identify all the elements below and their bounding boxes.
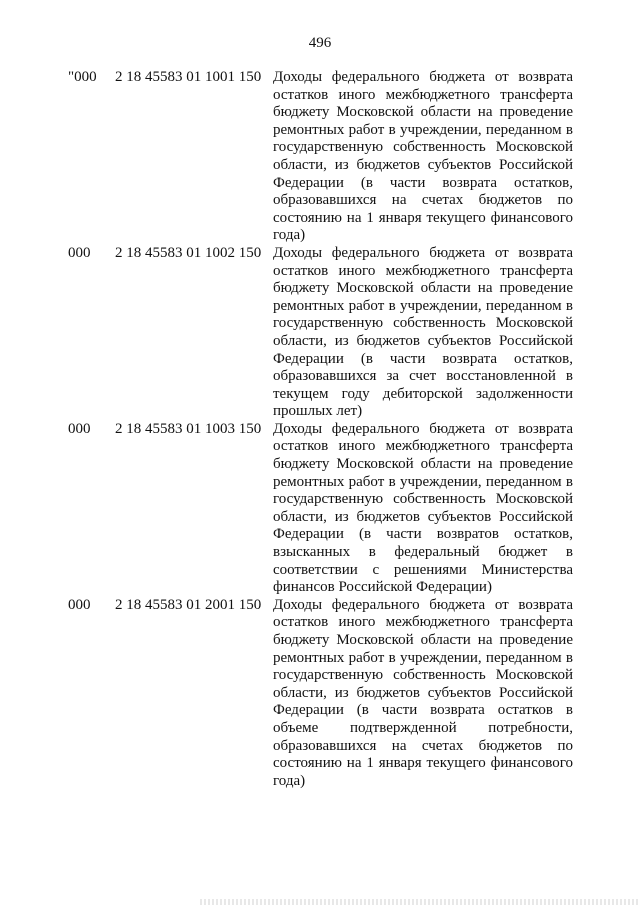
- classification-entry: [0, 421, 640, 597]
- classification-entry: [0, 69, 640, 245]
- administrator-code: 000: [68, 596, 91, 613]
- budget-classification-code: 2 18 45583 01 1002 150: [115, 244, 262, 261]
- income-description: Доходы федерального бюджета от возврата остатков иного межбюджетного трансферта бюджету Московской области на проведение ремонтных работ в учреждении, переданном в государственную собственность Московской области, из бюджетов субъектов Российской Федерации (в части возврата остатков в объеме подтвержденной потребности, образовавшихся на счетах бюджетов по состоянию на 1 января текущего финансового года): [273, 596, 573, 789]
- classification-entry: [0, 597, 640, 791]
- page-number: 496: [308, 35, 332, 51]
- classification-entry: [0, 245, 640, 421]
- administrator-code: 000: [68, 244, 91, 261]
- scan-edge-artifact: [200, 899, 640, 905]
- income-description: Доходы федерального бюджета от возврата остатков иного межбюджетного трансферта бюджету Московской области на проведение ремонтных работ в учреждении, переданном в государственную собственность Московской области, из бюджетов субъектов Российской Федерации (в части возврата остатков, образовавшихся на счетах бюджетов по состоянию на 1 января текущего финансового года): [273, 69, 573, 244]
- budget-classification-code: 2 18 45583 01 1003 150: [115, 420, 262, 437]
- administrator-code: "000: [68, 69, 97, 85]
- administrator-code: 000: [68, 420, 91, 437]
- budget-classification-code: 2 18 45583 01 1001 150: [115, 69, 262, 85]
- income-description: Доходы федерального бюджета от возврата остатков иного межбюджетного трансферта бюджету Московской области на проведение ремонтных работ в учреждении, переданном в государственную собственность Московской области, из бюджетов субъектов Российской Федерации (в части возврата остатков, образовавшихся за счет восстановленной в текущем году дебиторской задолженности прошлых лет): [273, 244, 573, 420]
- budget-classification-list: [0, 69, 640, 790]
- budget-classification-code: 2 18 45583 01 2001 150: [115, 596, 262, 613]
- income-description: Доходы федерального бюджета от возврата остатков иного межбюджетного трансферта бюджету Московской области на проведение ремонтных работ в учреждении, переданном в государственную собственность Московской области, из бюджетов субъектов Российской Федерации (в части возвратов остатков, взысканных в федеральный бюджет в соответствии с решениями Министерства финансов Российской Федерации): [273, 420, 573, 596]
